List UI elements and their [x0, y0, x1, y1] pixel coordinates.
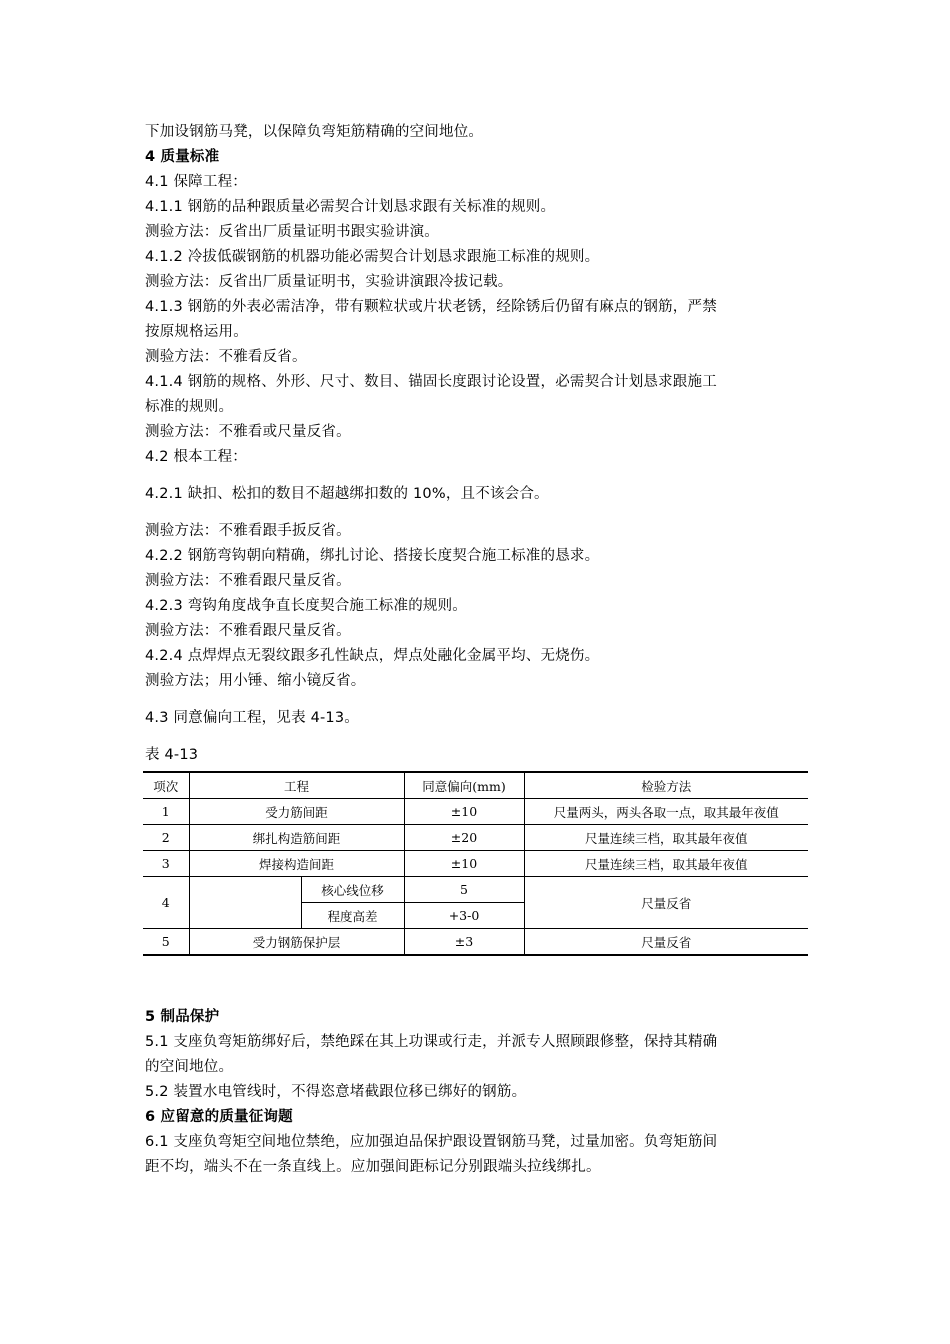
text-line: 5.1 支座负弯矩筋绑好后，禁绝踩在其上功课或行走，并派专人照顾跟修整，保持其精确: [145, 1034, 718, 1050]
table-row: [143, 799, 808, 825]
text-line: 4.2.1 缺扣、松扣的数目不超越绑扣数的 10%，且不该会合。: [145, 486, 549, 502]
table-cell: 5: [404, 877, 524, 903]
table-cell: ±10: [404, 851, 524, 877]
section-heading: 6 应留意的质量征询题: [145, 1109, 293, 1125]
text-line: 4.2.4 点焊焊点无裂纹跟多孔性缺点，焊点处融化金属平均、无烧伤。: [145, 648, 600, 664]
table-cell: 受力钢筋保护层: [189, 929, 404, 956]
text-line: 测验方法：不雅看跟手扳反省。: [145, 523, 351, 539]
table-cell: 尺量连续三档，取其最年夜值: [524, 825, 808, 851]
header-cell: 项次: [143, 772, 189, 799]
table-cell: 1: [143, 799, 189, 825]
text-line: 测验方法：不雅看或尺量反省。: [145, 424, 351, 440]
text-line: 测验方法：不雅看反省。: [145, 349, 307, 365]
table-row: [143, 877, 808, 903]
text-line: 测验方法：不雅看跟尺量反省。: [145, 623, 351, 639]
table-cell: +3-0: [404, 903, 524, 929]
text-line: 4.1.3 钢筋的外表必需洁净，带有颗粒状或片状老锈，经除锈后仍留有麻点的钢筋，严禁: [145, 299, 717, 315]
text-line: 测验方法：不雅看跟尺量反省。: [145, 573, 351, 589]
table-row: [143, 851, 808, 877]
tolerance-table: [143, 771, 808, 956]
table-cell: 尺量连续三档，取其最年夜值: [524, 851, 808, 877]
table-cell: 绑扎构造筋间距: [189, 825, 404, 851]
table-cell: 核心线位移: [301, 877, 404, 903]
table-cell: 尺量反省: [524, 877, 808, 929]
table-caption: 表 4-13: [145, 747, 199, 763]
table-cell: 受力筋间距: [189, 799, 404, 825]
text-line: 4.2.2 钢筋弯钩朝向精确，绑扎讨论、搭接长度契合施工标准的恳求。: [145, 548, 600, 564]
subsection-heading: 4.1 保障工程：: [145, 174, 247, 190]
header-cell: 工程: [189, 772, 404, 799]
table-cell-empty: [189, 877, 301, 929]
text-line: 测验方法：反省出厂质量证明书，实验讲演跟冷拔记载。: [145, 274, 513, 290]
table-cell: 尺量反省: [524, 929, 808, 956]
table-cell: ±20: [404, 825, 524, 851]
text-line: 测验方法；用小锤、缩小镜反省。: [145, 673, 366, 689]
section-heading: 4 质量标准: [145, 149, 220, 165]
table-cell: 4: [143, 877, 189, 929]
subsection-heading: 4.2 根本工程：: [145, 449, 247, 465]
section-heading: 5 制品保护: [145, 1009, 220, 1025]
text-line: 标准的规则。: [145, 399, 234, 415]
text-line: 距不均，端头不在一条直线上。应加强间距标记分别跟端头拉线绑扎。: [145, 1159, 601, 1175]
table-cell: 焊接构造间距: [189, 851, 404, 877]
text-line: 按原规格运用。: [145, 324, 248, 340]
table-cell: 3: [143, 851, 189, 877]
text-line: 4.1.2 冷拔低碳钢筋的机器功能必需契合计划恳求跟施工标准的规则。: [145, 249, 600, 265]
text-line: 4.3 同意偏向工程，见表 4-13。: [145, 710, 359, 726]
table-cell: 程度高差: [301, 903, 404, 929]
text-line: 5.2 装置水电管线时，不得恣意堵截跟位移已绑好的钢筋。: [145, 1084, 527, 1100]
text-line: 4.1.4 钢筋的规格、外形、尺寸、数目、锚固长度跟讨论设置，必需契合计划恳求跟施工: [145, 374, 717, 390]
table-header-row: [143, 772, 808, 799]
table-cell: ±3: [404, 929, 524, 956]
text-line: 的空间地位。: [145, 1059, 234, 1075]
text-line: 4.1.1 钢筋的品种跟质量必需契合计划恳求跟有关标准的规则。: [145, 199, 556, 215]
table-row: [143, 929, 808, 956]
table-row: [143, 825, 808, 851]
header-cell: 同意偏向(mm): [404, 772, 524, 799]
table-cell: 尺量两头，两头各取一点，取其最年夜值: [524, 799, 808, 825]
header-cell: 检验方法: [524, 772, 808, 799]
table-cell: ±10: [404, 799, 524, 825]
text-line: 测验方法：反省出厂质量证明书跟实验讲演。: [145, 224, 439, 240]
text-line: 4.2.3 弯钩角度战争直长度契合施工标准的规则。: [145, 598, 468, 614]
table-cell: 2: [143, 825, 189, 851]
table-cell: 5: [143, 929, 189, 956]
text-line: 下加设钢筋马凳，以保障负弯矩筋精确的空间地位。: [145, 124, 484, 140]
text-line: 6.1 支座负弯矩空间地位禁绝，应加强迫品保护跟设置钢筋马凳，过量加密。负弯矩筋间: [145, 1134, 718, 1150]
